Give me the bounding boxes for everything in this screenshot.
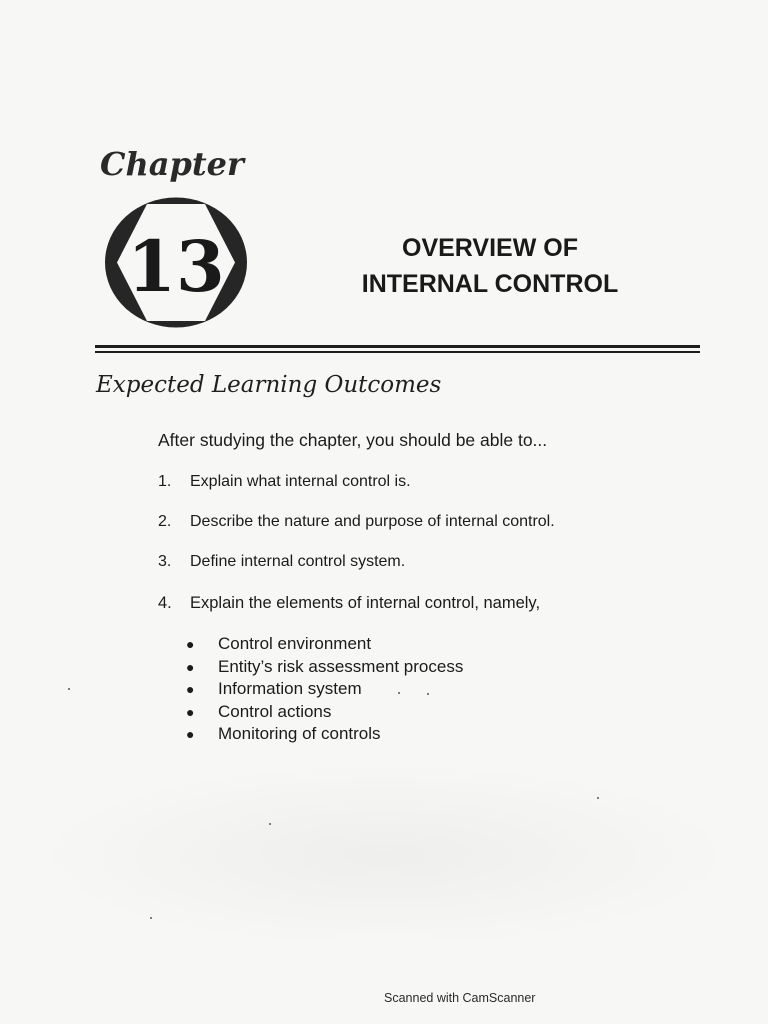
elements-list [186, 633, 463, 746]
list-item-text: Information system [218, 679, 362, 698]
list-item [186, 723, 463, 746]
header-divider-thick [95, 345, 700, 348]
chapter-title-line-1: OVERVIEW OF [402, 234, 578, 262]
scan-speck [68, 688, 70, 690]
bullet-icon: ● [186, 726, 195, 742]
scan-speck [398, 692, 400, 694]
list-item-text: Monitoring of controls [218, 724, 381, 743]
chapter-title [300, 230, 680, 302]
bullet-icon: ● [186, 681, 195, 697]
outcome-item [158, 594, 540, 613]
intro-text: After studying the chapter, you should be able to... [158, 430, 548, 450]
list-item [186, 701, 463, 724]
scan-speck [150, 917, 152, 919]
scan-speck [597, 797, 599, 799]
outcome-text: Define internal control system. [190, 553, 406, 570]
scan-speck [269, 823, 271, 825]
outcome-number: 4. [158, 594, 172, 612]
header-divider-thin [95, 351, 700, 353]
list-item-text: Control actions [218, 701, 332, 721]
outcome-number: 2. [158, 513, 172, 530]
bullet-icon: ● [186, 658, 195, 675]
chapter-number: 13 [127, 225, 225, 308]
bullet-icon: ● [186, 703, 195, 720]
list-item-text: Entity’s risk assessment process [218, 656, 464, 676]
outcome-text: Explain what internal control is. [190, 473, 411, 490]
outcome-item [158, 513, 555, 531]
section-heading: Expected Learning Outcomes [96, 372, 442, 398]
list-item [186, 678, 463, 701]
outcome-item [158, 473, 411, 491]
bullet-icon: ● [186, 636, 195, 652]
scan-shadow [30, 760, 740, 950]
outcome-item [158, 553, 405, 571]
outcome-text: Explain the elements of internal control, namely, [190, 594, 541, 612]
scanner-watermark: Scanned with CamScanner [384, 991, 536, 1005]
outcome-number: 1. [158, 473, 172, 490]
chapter-label: Chapter [100, 145, 244, 183]
list-item-text: Control environment [218, 634, 372, 653]
scan-speck [427, 693, 429, 695]
outcome-text: Describe the nature and purpose of internal control. [190, 513, 555, 530]
list-item [186, 633, 463, 656]
chapter-title-line-2: INTERNAL CONTROL [361, 270, 619, 298]
list-item [186, 656, 463, 679]
outcome-number: 3. [158, 553, 172, 570]
chapter-number-badge [103, 195, 249, 330]
